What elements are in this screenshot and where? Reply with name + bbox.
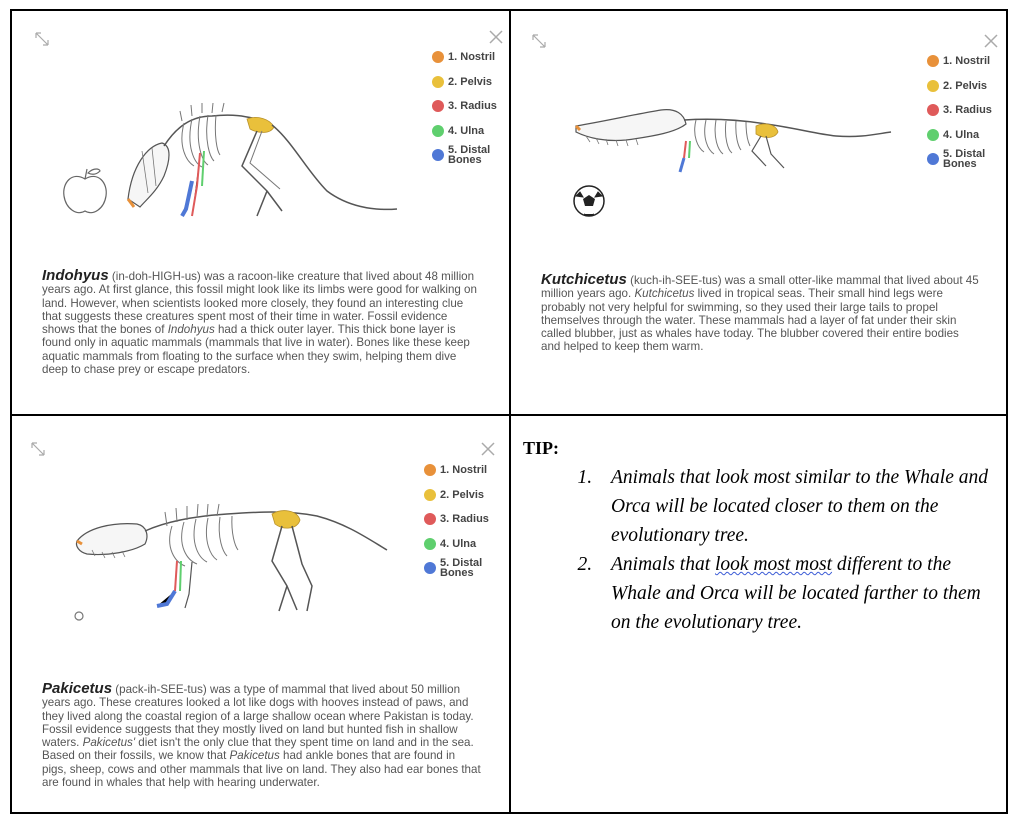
indohyus-description <box>42 269 482 376</box>
legend-label: Ulna <box>460 124 485 137</box>
legend-item-distal-bones <box>432 143 509 168</box>
description-text: was a type of mammal that lived about 50 million years ago. These creatures looked a lot like dogs with hooves instead of paws, and they lived along the coastal region of a large shallow ocean where Pakistan is today. Fossil evidence suggests that they mostly lived on land but hunted fish in shallow waters. <box>42 683 474 750</box>
radius-dot-icon <box>927 104 939 116</box>
pakicetus-panel <box>12 416 509 812</box>
expand-icon[interactable] <box>34 31 50 47</box>
legend-number: 1. <box>943 55 953 68</box>
legend-label: Pelvis <box>955 79 988 92</box>
spellcheck-underlined-text: look most most <box>715 554 833 575</box>
pronunciation: (pack-ih-SEE-tus) <box>112 683 210 696</box>
legend-item-distal-bones <box>927 147 1007 172</box>
italic-name: Indohyus <box>167 323 215 337</box>
comparison-table <box>10 9 1008 814</box>
tip-box <box>523 438 993 637</box>
legend-label: Radius <box>955 104 992 117</box>
small-circle-icon <box>75 612 83 620</box>
legend-label: Nostril <box>452 464 488 477</box>
expand-icon[interactable] <box>531 33 547 49</box>
legend-number: 2. <box>448 75 458 88</box>
legend-number: 5. <box>448 144 458 157</box>
pelvis-dot-icon <box>927 80 939 92</box>
legend-number: 2. <box>943 79 953 92</box>
legend-item-ulna <box>432 119 509 144</box>
description-text: was a small otter-like mammal that lived about 45 million years ago. <box>541 274 979 301</box>
legend-label: Distal Bones <box>448 144 491 167</box>
legend-label: Distal Bones <box>943 148 986 171</box>
legend-number: 3. <box>943 104 953 117</box>
ulna-dot-icon <box>424 538 436 550</box>
legend-label: Pelvis <box>460 75 493 88</box>
tip-panel <box>511 416 1008 812</box>
legend-item-nostril <box>432 45 509 70</box>
bone-legend <box>432 45 509 168</box>
description-text: had ankle bones that are found in pigs, sheep, cows and other mammals that live on land. They also had ear bones that are found in whales that help with hearing underwater. <box>42 749 481 790</box>
tip-item: 1. Animals that look most similar to the Whale and Orca will be located closer to them on the evolutionary tree. <box>597 463 993 550</box>
close-icon[interactable] <box>983 33 999 49</box>
description-text: lived in tropical seas. Their small hind legs were probably not very helpful for swimming, so they used their large tails to propel themselves through the water. These mammals had a layer of fat under their skin called blubber, just as whales have today. The blubber covered their entire bodies and helped to keep them warm. <box>541 287 959 354</box>
pronunciation: (in-doh-HIGH-us) <box>108 270 205 283</box>
legend-label: Ulna <box>955 128 980 141</box>
indohyus-skeleton-illustration <box>52 91 412 221</box>
indohyus-panel <box>12 11 509 414</box>
legend-item-radius <box>432 94 509 119</box>
nostril-dot-icon <box>424 464 436 476</box>
italic-name: Kutchicetus <box>634 287 695 301</box>
legend-number: 2. <box>440 488 450 501</box>
legend-label: Distal Bones <box>440 557 483 580</box>
expand-icon[interactable] <box>30 441 46 457</box>
kutchicetus-panel <box>511 11 1008 414</box>
legend-number: 4. <box>943 128 953 141</box>
legend-number: 3. <box>448 100 458 113</box>
ulna-dot-icon <box>432 125 444 137</box>
radius-dot-icon <box>432 100 444 112</box>
description-text: had a thick outer layer. This thick bone layer is found only in aquatic mammals (mammals that live in water). Bones like these keep aquatic mammals from floating to the surface when they swim, helping them dive deep to chase prey or escape predators. <box>42 323 470 377</box>
legend-number: 1. <box>448 51 458 64</box>
legend-number: 4. <box>448 124 458 137</box>
legend-number: 3. <box>440 513 450 526</box>
distal-bones-dot-icon <box>432 149 444 161</box>
legend-number: 1. <box>440 464 450 477</box>
legend-item-radius <box>424 507 504 532</box>
legend-item-radius <box>927 98 1007 123</box>
tip-text: different to the Whale and Orca will be located farther to them on the evolutionary tree. <box>611 554 981 633</box>
description-text: was a racoon-like creature that lived about 48 million years ago. At first glance, this fossil might look like its limbs were good for walking on land. However, when scientists looked more closely, they found an interesting clue that suggests these creatures spent most of their time in water. Fossil evidence shows that the bones of <box>42 270 477 337</box>
italic-name: Pakicetus' <box>82 736 136 750</box>
nostril-dot-icon <box>432 51 444 63</box>
legend-label: Nostril <box>955 55 991 68</box>
legend-label: Nostril <box>460 51 496 64</box>
legend-number: 5. <box>943 148 953 161</box>
legend-item-distal-bones <box>424 556 504 581</box>
legend-number: 4. <box>440 537 450 550</box>
legend-item-pelvis <box>927 74 1007 99</box>
pakicetus-description <box>42 682 482 789</box>
legend-item-ulna <box>424 532 504 557</box>
pelvis-dot-icon <box>432 76 444 88</box>
tip-item <box>597 550 993 637</box>
apple-icon <box>64 169 107 213</box>
pronunciation: (kuch-ih-SEE-tus) <box>626 274 725 287</box>
ulna-dot-icon <box>927 129 939 141</box>
legend-item-ulna <box>927 123 1007 148</box>
description-text: diet isn't the only clue that they spent time on land and in the sea. Based on their fossils, we know that <box>42 736 474 763</box>
tip-text: Animals that <box>611 554 716 575</box>
nostril-dot-icon <box>927 55 939 67</box>
kutchicetus-skeleton-illustration <box>566 96 896 221</box>
distal-bones-dot-icon <box>424 562 436 574</box>
pelvis-dot-icon <box>424 489 436 501</box>
legend-label: Pelvis <box>452 488 485 501</box>
legend-item-pelvis <box>424 483 504 508</box>
legend-item-nostril <box>927 49 1007 74</box>
radius-dot-icon <box>424 513 436 525</box>
legend-number: 5. <box>440 557 450 570</box>
kutchicetus-description <box>541 273 981 354</box>
soccer-ball-icon <box>574 186 604 216</box>
legend-label: Radius <box>460 100 497 113</box>
italic-name: Pakicetus <box>229 749 280 763</box>
bone-legend <box>927 49 1007 172</box>
legend-item-pelvis <box>432 70 509 95</box>
close-icon[interactable] <box>488 29 504 45</box>
close-icon[interactable] <box>480 441 496 457</box>
legend-label: Ulna <box>452 537 477 550</box>
pakicetus-skeleton-illustration <box>57 486 417 626</box>
legend-item-nostril <box>424 458 504 483</box>
legend-label: Radius <box>452 513 489 526</box>
distal-bones-dot-icon <box>927 153 939 165</box>
tip-heading: TIP: <box>523 438 559 458</box>
animal-name: Kutchicetus <box>541 271 627 288</box>
animal-name: Pakicetus <box>42 680 113 697</box>
bone-legend <box>424 458 504 581</box>
animal-name: Indohyus <box>42 267 109 284</box>
tip-list <box>523 463 993 637</box>
